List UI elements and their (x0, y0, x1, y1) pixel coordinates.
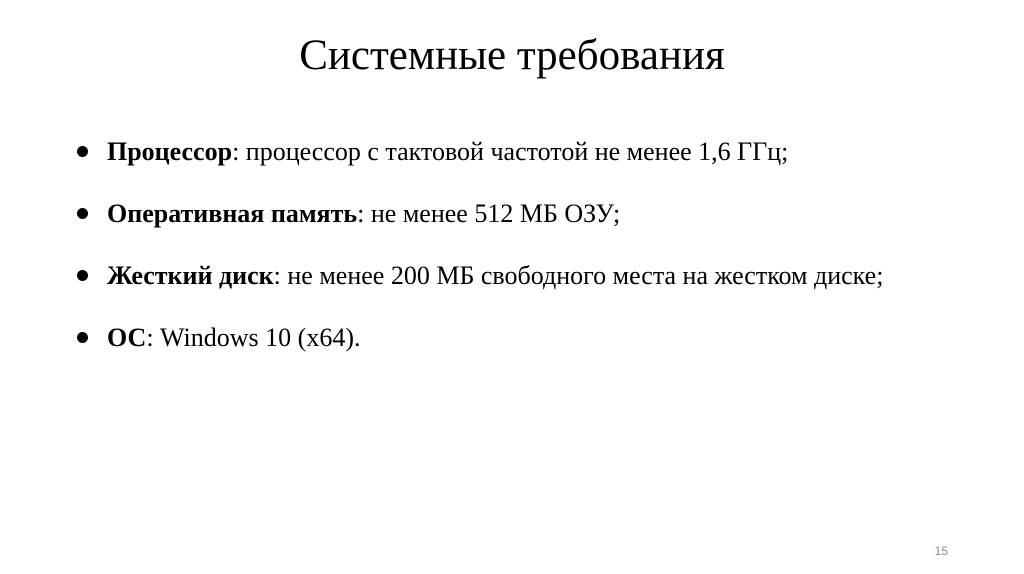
bullet-text: : не менее 200 МБ свободного места на жестком диске; (273, 261, 884, 290)
bullet-term: ОС (107, 323, 147, 352)
bullet-dot-icon (77, 332, 88, 343)
bullet-term: Жесткий диск (107, 261, 274, 290)
bullet-item-disk (77, 249, 947, 303)
bullet-item-processor (77, 125, 947, 179)
slide-number: 15 (934, 544, 948, 558)
bullet-text: : Windows 10 (x64). (146, 323, 361, 352)
bullet-item-ram (77, 187, 947, 241)
bullet-term: Процессор (107, 137, 233, 166)
bullet-dot-icon (77, 208, 88, 219)
bullet-text: : не менее 512 МБ ОЗУ; (357, 199, 621, 228)
bullet-list (77, 125, 947, 373)
bullet-term: Оперативная память (107, 199, 358, 228)
bullet-dot-icon (77, 146, 88, 157)
bullet-item-os (77, 311, 947, 365)
bullet-text: : процессор с тактовой частотой не менее 1,6 ГГц; (232, 137, 789, 166)
slide-title: Системные требования (299, 32, 725, 79)
bullet-dot-icon (77, 270, 88, 281)
